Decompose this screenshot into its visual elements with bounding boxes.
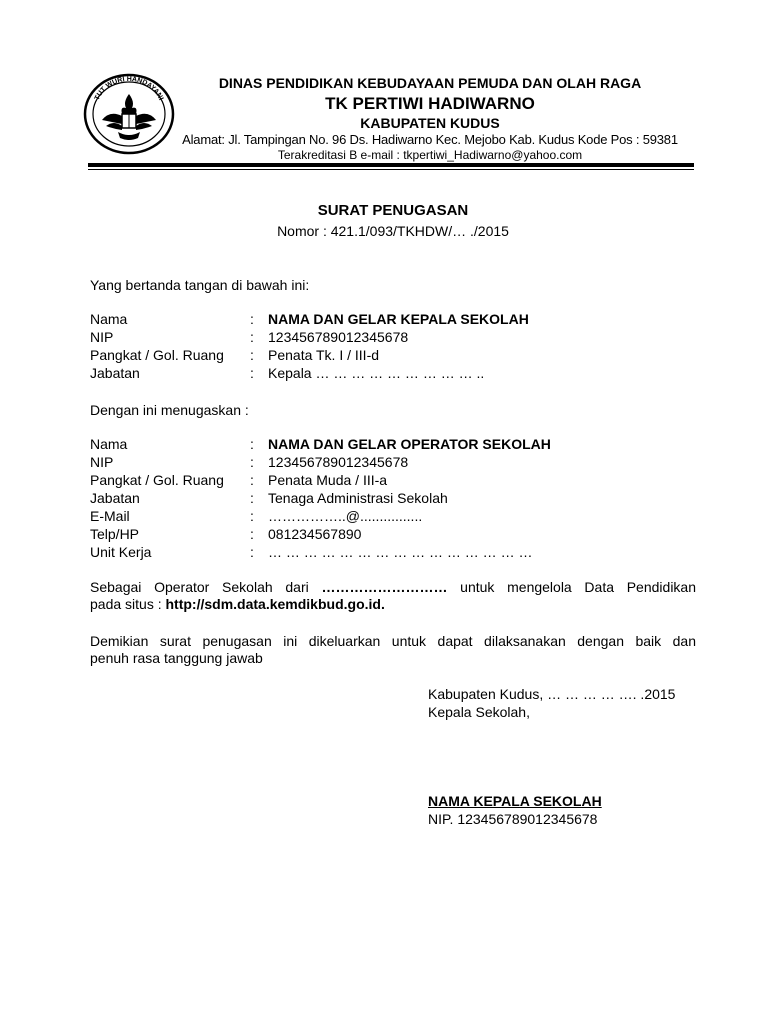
field-value: Kepala … … … … … … … … … ..	[268, 365, 485, 381]
letterhead-divider-thick	[88, 163, 694, 167]
field-label: NIP	[90, 454, 114, 470]
letterhead-divider-thin	[88, 169, 694, 170]
intro-text: Yang bertanda tangan di bawah ini:	[90, 277, 310, 293]
logo-motto: TUT WURI HANDAYANI	[93, 75, 165, 102]
field-label: Pangkat / Gol. Ruang	[90, 472, 224, 488]
field-separator: :	[250, 490, 254, 506]
field-separator: :	[250, 508, 254, 524]
accreditation-email: Terakreditasi B e-mail : tkpertiwi_Hadiwarno@yahoo.com	[277, 148, 583, 162]
field-value: … … … … … … … … … … … … … … …	[268, 544, 533, 560]
field-label: E-Mail	[90, 508, 130, 524]
field-value: ……………..@................	[268, 508, 423, 524]
letter-number: Nomor : 421.1/093/TKHDW/… ./2015	[277, 223, 509, 239]
field-separator: :	[250, 311, 254, 327]
field-label: Pangkat / Gol. Ruang	[90, 347, 224, 363]
body1-text-b: untuk mengelola Data Pendidikan	[460, 579, 696, 595]
field-label: Nama	[90, 436, 128, 452]
body-paragraph-1-line-1	[90, 578, 696, 596]
signer-nip: NIP. 123456789012345678	[428, 811, 598, 827]
field-value: 123456789012345678	[268, 454, 409, 470]
field-separator: :	[250, 526, 254, 542]
field-label: NIP	[90, 329, 114, 345]
body1-school-dots: ………………………	[321, 579, 448, 595]
field-value: Penata Tk. I / III-d	[268, 347, 380, 363]
school-name: TK PERTIWI HADIWARNO	[325, 94, 535, 113]
school-emblem-logo	[82, 72, 176, 156]
place-date: Kabupaten Kudus, … … … … …. .2015	[428, 686, 676, 702]
field-label: Jabatan	[90, 365, 140, 381]
regency-name: KABUPATEN KUDUS	[360, 115, 500, 131]
field-value: Penata Muda / III-a	[268, 472, 388, 488]
signer-title: Kepala Sekolah,	[428, 704, 530, 720]
body1-line2-text: pada situs :	[90, 596, 162, 612]
body-paragraph-1-line-2	[90, 596, 385, 612]
school-address: Alamat: Jl. Tampingan No. 96 Ds. Hadiwarno Kec. Mejobo Kab. Kudus Kode Pos : 59381	[182, 132, 678, 147]
field-value: 081234567890	[268, 526, 362, 542]
body1-url-link[interactable]: http://sdm.data.kemdikbud.go.id.	[165, 596, 385, 612]
field-separator: :	[250, 436, 254, 452]
field-value: Tenaga Administrasi Sekolah	[268, 490, 448, 506]
field-label: Nama	[90, 311, 128, 327]
field-separator: :	[250, 329, 254, 345]
field-separator: :	[250, 544, 254, 560]
body1-text-a: Sebagai Operator Sekolah dari	[90, 579, 309, 595]
field-label: Unit Kerja	[90, 544, 152, 560]
assign-intro-text: Dengan ini menugaskan :	[90, 402, 249, 418]
field-value: NAMA DAN GELAR KEPALA SEKOLAH	[268, 311, 529, 327]
field-value: 123456789012345678	[268, 329, 409, 345]
letter-title: SURAT PENUGASAN	[317, 202, 469, 219]
field-separator: :	[250, 472, 254, 488]
signer-name: NAMA KEPALA SEKOLAH	[428, 793, 602, 809]
field-label: Telp/HP	[90, 526, 140, 542]
field-label: Jabatan	[90, 490, 140, 506]
field-separator: :	[250, 454, 254, 470]
body-paragraph-2-line-2: penuh rasa tanggung jawab	[90, 650, 263, 666]
field-separator: :	[250, 347, 254, 363]
tut-wuri-handayani-emblem-icon	[82, 72, 176, 156]
department-name: DINAS PENDIDIKAN KEBUDAYAAN PEMUDA DAN OLAH RAGA	[218, 75, 642, 91]
field-separator: :	[250, 365, 254, 381]
body-paragraph-2-line-1: Demikian surat penugasan ini dikeluarkan untuk dapat dilaksanakan dengan baik dan	[90, 633, 696, 649]
field-value: NAMA DAN GELAR OPERATOR SEKOLAH	[268, 436, 551, 452]
